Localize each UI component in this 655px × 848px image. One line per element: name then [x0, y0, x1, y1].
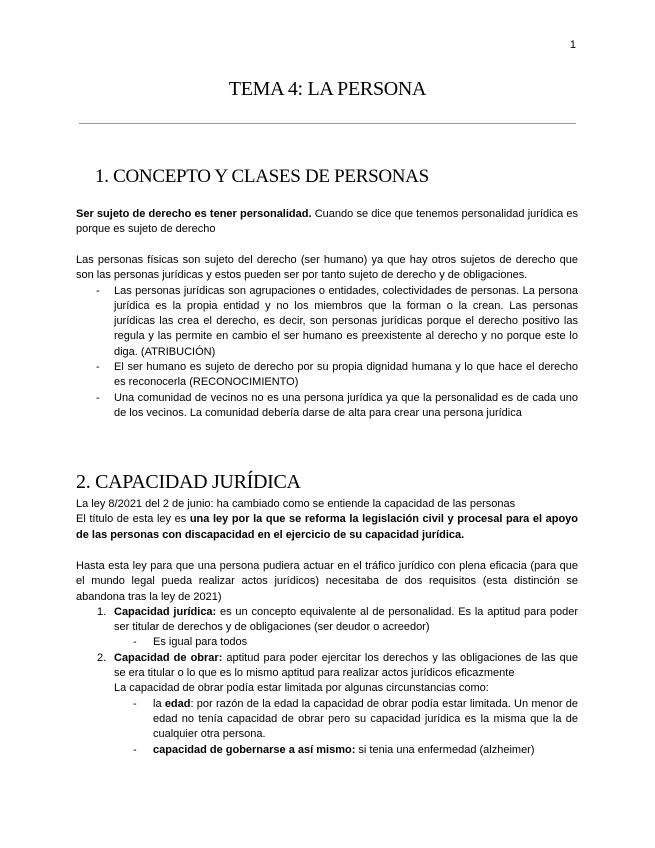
section-2-law	[76, 497, 578, 543]
term-gobernarse: capacidad de gobernarse a así mismo:	[153, 743, 356, 756]
page-number: 1	[569, 39, 576, 51]
document-title: TEMA 4: LA PERSONA	[228, 78, 427, 100]
list-number: 2.	[97, 651, 107, 664]
list-item-text: Las personas jurídicas son agrupaciones o entidades, colectividades de personas. La persona jurídica es la propia entidad y no los miembros que la forman o la crean. Las personas jurídicas las crea el derecho, es decir, son personas jurídicas porque el derecho positivo las regula y las permite en cambio el ser humano es preexistente al derecho y no porque este lo diga. (ATRIBUCIÓN)	[114, 284, 578, 358]
list-item-text: Una comunidad de vecinos no es una persona jurídica ya que la personalidad es de cada uno de los vecinos. La comunidad debería darse de alta para crear una persona jurídica	[114, 391, 578, 419]
term-capacidad-juridica: Capacidad jurídica:	[114, 605, 217, 618]
persons-paragraph: Las personas físicas son sujeto del derecho (ser humano) ya que hay otros sujetos de derecho que son las personas jurídicas y estos pueden ser por tanto sujeto de derecho y de obligaciones.	[76, 254, 578, 282]
term-edad: edad	[164, 697, 191, 710]
law-title-intro: El título de esta ley es	[76, 513, 190, 526]
intro-paragraph	[76, 207, 578, 238]
intro-bold-sentence: Ser sujeto de derecho es tener personalidad.	[76, 208, 312, 220]
bullet-dash: -	[96, 361, 100, 374]
list-continuation: La capacidad de obrar podía estar limitada por algunas circunstancias como:	[114, 682, 489, 695]
list-item	[76, 391, 578, 422]
sub-list-item	[76, 635, 578, 650]
bullet-dash: -	[133, 697, 137, 710]
sub-list-item-gobernarse	[76, 743, 578, 758]
list-item-text: El ser humano es sujeto de derecho por su propia dignidad humana y lo que hace el derecho es reconocerla (RECONOCIMIENTO)	[114, 361, 578, 389]
section-1-intro	[76, 207, 578, 238]
sub-list-item-edad	[76, 697, 578, 743]
law-title-paragraph	[76, 512, 578, 543]
bullet-dash: -	[96, 284, 100, 297]
hasta-paragraph: Hasta esta ley para que una persona pudiera actuar en el tráfico jurídico con plena eficacia (para que el mundo legal pueda realizar actos jurídicos) necesitaba de dos requisitos (esta distinción se abandona tras la ley de 2021)	[76, 560, 578, 603]
section-2-heading: 2. CAPACIDAD JURÍDICA	[76, 471, 301, 493]
law-line: La ley 8/2021 del 2 de junio: ha cambiado como se entiende la capacidad de las personas	[76, 498, 516, 510]
definition-text: es un concepto equivalente al de personalidad. Es la aptitud para poder ser titular de derechos y de obligaciones (ser deudor o acreedor)	[114, 605, 578, 634]
bullet-dash: -	[133, 636, 137, 649]
title-divider	[79, 123, 576, 124]
list-item-capacidad-juridica	[76, 605, 578, 636]
law-title-bold: una ley por la que se reforma la legislación civil y procesal para el apoyo de las personas con discapacidad en el ejercicio de su capacidad jurídica.	[76, 513, 579, 541]
section-2-body	[76, 559, 578, 758]
sub-item-text: Es igual para todos	[153, 636, 248, 649]
section-1-heading: 1. CONCEPTO Y CLASES DE PERSONAS	[95, 166, 429, 187]
bullet-dash: -	[96, 391, 100, 404]
term-capacidad-obrar: Capacidad de obrar:	[114, 651, 223, 664]
list-item	[76, 360, 578, 391]
list-number: 1.	[97, 605, 107, 618]
list-item-capacidad-obrar	[76, 651, 578, 682]
sub-item-prefix: la	[153, 697, 165, 710]
bullet-dash: -	[133, 743, 137, 756]
sub-item-text: : por razón de la edad la capacidad de obrar podía estar limitada. Un menor de edad no tenía capacidad de obrar pero su capacidad jurídica es la misma que la de cualquier otra persona.	[153, 697, 578, 741]
definition-text: aptitud para poder ejercitar los derechos y las obligaciones de las que se era titular o lo que es lo mismo aptitud para realizar actos jurídicos eficazmente	[114, 651, 578, 680]
intro-text: Cuando se dice que tenemos personalidad jurídica es porque es sujeto de derecho	[76, 208, 578, 236]
sub-item-text: si tenia una enfermedad (alzheimer)	[355, 743, 535, 756]
section-1-body	[76, 253, 578, 421]
list-item	[76, 284, 578, 360]
